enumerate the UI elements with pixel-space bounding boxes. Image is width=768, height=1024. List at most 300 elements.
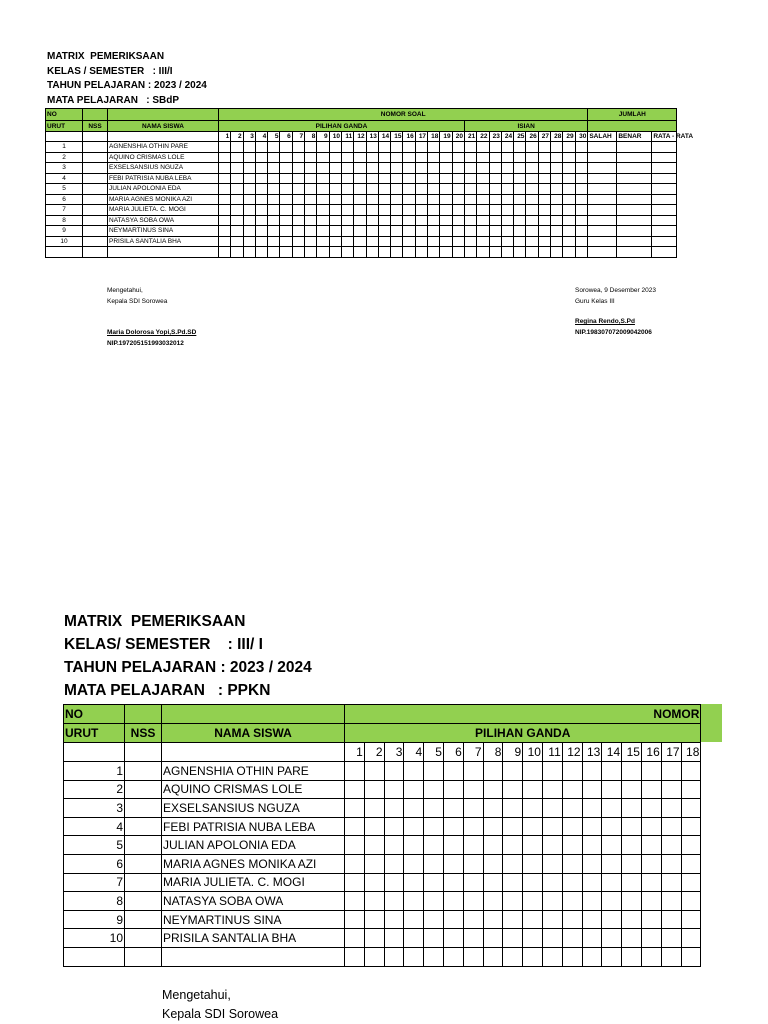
question-number: 6 (280, 132, 292, 142)
answer-cell (641, 854, 661, 873)
answer-cell (415, 173, 427, 184)
answer-cell (602, 854, 622, 873)
answer-cell (652, 142, 677, 153)
answer-cell (681, 873, 701, 892)
answer-cell (378, 215, 390, 226)
p2-header-no: NO (64, 705, 125, 724)
question-number: 18 (681, 743, 701, 762)
answer-cell (477, 247, 489, 258)
answer-cell (641, 892, 661, 911)
answer-cell (602, 799, 622, 818)
header-no: NO (46, 109, 83, 121)
header-urut: URUT (46, 121, 83, 132)
answer-cell (403, 226, 415, 237)
answer-cell (464, 205, 476, 216)
answer-cell (364, 929, 384, 948)
answer-cell (523, 799, 543, 818)
answer-cell (641, 929, 661, 948)
answer-cell (219, 142, 231, 153)
answer-cell (652, 194, 677, 205)
answer-cell (661, 817, 681, 836)
answer-cell (523, 817, 543, 836)
student-name: NATASYA SOBA OWA (162, 892, 345, 911)
answer-cell (562, 817, 582, 836)
answer-cell (652, 247, 677, 258)
answer-cell (681, 947, 701, 966)
question-number: 6 (443, 743, 463, 762)
answer-cell (415, 184, 427, 195)
question-number: 10 (523, 743, 543, 762)
answer-cell (403, 247, 415, 258)
answer-cell (551, 152, 563, 163)
answer-cell (341, 152, 353, 163)
answer-cell (526, 152, 538, 163)
answer-cell (575, 247, 588, 258)
answer-cell (562, 929, 582, 948)
header-pilihan-ganda: PILIHAN GANDA (219, 121, 465, 132)
answer-cell (622, 836, 642, 855)
answer-cell (403, 152, 415, 163)
answer-cell (477, 236, 489, 247)
student-no: 1 (64, 762, 125, 781)
answer-cell (452, 247, 464, 258)
answer-cell (317, 163, 329, 174)
answer-cell (354, 163, 366, 174)
answer-cell (329, 152, 341, 163)
answer-cell (231, 152, 243, 163)
answer-cell (345, 762, 365, 781)
answer-cell (443, 762, 463, 781)
header-benar: BENAR (617, 132, 652, 142)
student-no: 6 (64, 854, 125, 873)
question-number: 1 (219, 132, 231, 142)
answer-cell (575, 184, 588, 195)
answer-cell (551, 142, 563, 153)
right-place-date: Sorowea, 9 Desember 2023 (575, 287, 656, 294)
answer-cell (641, 873, 661, 892)
question-number: 17 (415, 132, 427, 142)
answer-cell (489, 226, 501, 237)
answer-cell (428, 184, 440, 195)
answer-cell (489, 152, 501, 163)
answer-cell (443, 817, 463, 836)
student-nss (125, 817, 162, 836)
page1-footer-left (107, 286, 196, 349)
answer-cell (489, 184, 501, 195)
student-nss (83, 173, 108, 184)
answer-cell (588, 215, 617, 226)
answer-cell (575, 163, 588, 174)
answer-cell (424, 854, 444, 873)
answer-cell (463, 836, 483, 855)
answer-cell (483, 892, 503, 911)
answer-cell (582, 929, 602, 948)
answer-cell (526, 247, 538, 258)
answer-cell (364, 910, 384, 929)
table-row (64, 892, 701, 911)
question-number: 15 (391, 132, 403, 142)
answer-cell (582, 854, 602, 873)
answer-cell (463, 817, 483, 836)
answer-cell (378, 236, 390, 247)
answer-cell (526, 142, 538, 153)
answer-cell (489, 142, 501, 153)
answer-cell (404, 780, 424, 799)
answer-cell (428, 205, 440, 216)
answer-cell (364, 780, 384, 799)
answer-cell (443, 873, 463, 892)
header-salah: SALAH (588, 132, 617, 142)
answer-cell (562, 910, 582, 929)
student-nss (125, 836, 162, 855)
answer-cell (378, 194, 390, 205)
question-number: 8 (483, 743, 503, 762)
answer-cell (617, 194, 652, 205)
answer-cell (542, 799, 562, 818)
answer-cell (483, 854, 503, 873)
answer-cell (329, 236, 341, 247)
table-row (64, 929, 701, 948)
table-row (46, 163, 677, 174)
answer-cell (617, 247, 652, 258)
student-no: 2 (46, 152, 83, 163)
answer-cell (523, 854, 543, 873)
student-nss (83, 142, 108, 153)
answer-cell (364, 762, 384, 781)
question-number: 1 (345, 743, 365, 762)
answer-cell (243, 194, 255, 205)
answer-cell (292, 142, 304, 153)
answer-cell (503, 780, 523, 799)
answer-cell (463, 947, 483, 966)
answer-cell (341, 236, 353, 247)
answer-cell (384, 799, 404, 818)
answer-cell (268, 173, 280, 184)
answer-cell (424, 799, 444, 818)
answer-cell (563, 205, 575, 216)
answer-cell (452, 184, 464, 195)
answer-cell (440, 236, 452, 247)
answer-cell (602, 836, 622, 855)
answer-cell (305, 247, 317, 258)
answer-cell (391, 152, 403, 163)
answer-cell (582, 762, 602, 781)
answer-cell (292, 194, 304, 205)
answer-cell (384, 762, 404, 781)
answer-cell (622, 947, 642, 966)
answer-cell (563, 152, 575, 163)
student-name: MARIA AGNES MONIKA AZI (108, 194, 219, 205)
answer-cell (329, 226, 341, 237)
answer-cell (464, 173, 476, 184)
answer-cell (378, 163, 390, 174)
answer-cell (255, 173, 267, 184)
answer-cell (231, 226, 243, 237)
answer-cell (503, 854, 523, 873)
answer-cell (503, 799, 523, 818)
answer-cell (305, 215, 317, 226)
page1-class-semester: KELAS / SEMESTER : III/I (47, 65, 173, 77)
student-nss (125, 762, 162, 781)
page2-school-year: TAHUN PELAJARAN : 2023 / 2024 (64, 659, 312, 676)
header-nss: NSS (83, 121, 108, 132)
answer-cell (542, 947, 562, 966)
answer-cell (219, 163, 231, 174)
student-name: PRISILA SANTALIA BHA (108, 236, 219, 247)
table-row (46, 184, 677, 195)
answer-cell (403, 194, 415, 205)
table-row (46, 247, 677, 258)
student-no: 2 (64, 780, 125, 799)
answer-cell (440, 215, 452, 226)
answer-cell (364, 854, 384, 873)
answer-cell (526, 184, 538, 195)
student-nss (125, 892, 162, 911)
answer-cell (526, 194, 538, 205)
answer-cell (268, 184, 280, 195)
answer-cell (575, 152, 588, 163)
answer-cell (403, 173, 415, 184)
answer-cell (661, 892, 681, 911)
answer-cell (551, 194, 563, 205)
answer-cell (501, 163, 513, 174)
answer-cell (681, 929, 701, 948)
answer-cell (243, 152, 255, 163)
answer-cell (292, 173, 304, 184)
answer-cell (378, 205, 390, 216)
answer-cell (404, 929, 424, 948)
answer-cell (661, 799, 681, 818)
answer-cell (503, 817, 523, 836)
answer-cell (602, 817, 622, 836)
answer-cell (443, 780, 463, 799)
answer-cell (514, 205, 526, 216)
question-number: 9 (503, 743, 523, 762)
answer-cell (317, 142, 329, 153)
answer-cell (243, 236, 255, 247)
answer-cell (464, 142, 476, 153)
answer-cell (563, 247, 575, 258)
answer-cell (464, 163, 476, 174)
answer-cell (305, 194, 317, 205)
student-name: NEYMARTINUS SINA (108, 226, 219, 237)
answer-cell (404, 910, 424, 929)
answer-cell (268, 194, 280, 205)
answer-cell (428, 173, 440, 184)
answer-cell (483, 929, 503, 948)
answer-cell (268, 205, 280, 216)
answer-cell (538, 226, 550, 237)
answer-cell (364, 892, 384, 911)
page2-zoomed-view (0, 590, 768, 1024)
answer-cell (477, 173, 489, 184)
answer-cell (489, 236, 501, 247)
answer-cell (354, 236, 366, 247)
question-number: 2 (364, 743, 384, 762)
answer-cell (562, 873, 582, 892)
answer-cell (403, 142, 415, 153)
answer-cell (464, 226, 476, 237)
answer-cell (384, 873, 404, 892)
table-row (46, 226, 677, 237)
answer-cell (329, 184, 341, 195)
question-number: 14 (378, 132, 390, 142)
answer-cell (341, 163, 353, 174)
answer-cell (243, 247, 255, 258)
answer-cell (452, 226, 464, 237)
answer-cell (477, 163, 489, 174)
left-role: Kepala SDI Sorowea (107, 297, 168, 305)
answer-cell (562, 780, 582, 799)
question-number: 9 (317, 132, 329, 142)
answer-cell (463, 892, 483, 911)
answer-cell (292, 215, 304, 226)
answer-cell (582, 910, 602, 929)
question-number: 5 (268, 132, 280, 142)
answer-cell (483, 947, 503, 966)
p2-left-role: Kepala SDI Sorowea (162, 1007, 279, 1021)
answer-cell (415, 226, 427, 237)
answer-cell (415, 163, 427, 174)
left-ack: Mengetahui, (107, 287, 143, 294)
answer-cell (391, 247, 403, 258)
answer-cell (641, 817, 661, 836)
answer-cell (404, 947, 424, 966)
answer-cell (464, 247, 476, 258)
answer-cell (542, 892, 562, 911)
student-no: 10 (46, 236, 83, 247)
answer-cell (415, 215, 427, 226)
answer-cell (366, 215, 378, 226)
answer-cell (292, 247, 304, 258)
p2-header-nomor: NOMOR (345, 705, 701, 724)
p2-left-ack: Mengetahui, (162, 988, 231, 1002)
answer-cell (602, 873, 622, 892)
answer-cell (378, 184, 390, 195)
answer-cell (622, 929, 642, 948)
answer-cell (440, 184, 452, 195)
answer-cell (231, 194, 243, 205)
answer-cell (345, 836, 365, 855)
answer-cell (452, 205, 464, 216)
answer-cell (582, 780, 602, 799)
answer-cell (526, 205, 538, 216)
answer-cell (345, 892, 365, 911)
answer-cell (440, 226, 452, 237)
question-number: 2 (231, 132, 243, 142)
answer-cell (440, 205, 452, 216)
answer-cell (489, 215, 501, 226)
answer-cell (622, 910, 642, 929)
page1-footer-right (575, 286, 656, 338)
answer-cell (575, 226, 588, 237)
answer-cell (424, 873, 444, 892)
answer-cell (523, 892, 543, 911)
answer-cell (562, 892, 582, 911)
answer-cell (366, 163, 378, 174)
student-nss (83, 163, 108, 174)
answer-cell (538, 236, 550, 247)
answer-cell (440, 173, 452, 184)
answer-cell (243, 184, 255, 195)
answer-cell (452, 163, 464, 174)
answer-cell (489, 163, 501, 174)
header-isian: ISIAN (464, 121, 587, 132)
question-number: 28 (551, 132, 563, 142)
answer-cell (404, 873, 424, 892)
student-name: AGNENSHIA OTHIN PARE (108, 142, 219, 153)
table-row (64, 873, 701, 892)
answer-cell (391, 142, 403, 153)
page1-title: MATRIX PEMERIKSAAN (47, 51, 165, 62)
question-number: 5 (424, 743, 444, 762)
answer-cell (582, 947, 602, 966)
answer-cell (514, 194, 526, 205)
answer-cell (542, 762, 562, 781)
student-no: 4 (46, 173, 83, 184)
answer-cell (243, 142, 255, 153)
answer-cell (681, 762, 701, 781)
answer-cell (526, 163, 538, 174)
answer-cell (477, 184, 489, 195)
answer-cell (280, 173, 292, 184)
answer-cell (305, 236, 317, 247)
answer-cell (428, 215, 440, 226)
answer-cell (681, 892, 701, 911)
answer-cell (523, 873, 543, 892)
answer-cell (641, 947, 661, 966)
answer-cell (681, 799, 701, 818)
answer-cell (617, 142, 652, 153)
question-number: 16 (403, 132, 415, 142)
question-number: 3 (243, 132, 255, 142)
answer-cell (652, 173, 677, 184)
page2-footer-left (162, 986, 278, 1024)
answer-cell (452, 236, 464, 247)
answer-cell (268, 163, 280, 174)
answer-cell (641, 910, 661, 929)
answer-cell (317, 215, 329, 226)
answer-cell (501, 247, 513, 258)
table-row (64, 836, 701, 855)
answer-cell (617, 226, 652, 237)
answer-cell (384, 780, 404, 799)
answer-cell (424, 817, 444, 836)
answer-cell (463, 873, 483, 892)
answer-cell (588, 184, 617, 195)
answer-cell (562, 947, 582, 966)
answer-cell (354, 205, 366, 216)
student-nss (125, 873, 162, 892)
answer-cell (443, 892, 463, 911)
answer-cell (617, 184, 652, 195)
student-no: 3 (64, 799, 125, 818)
answer-cell (384, 817, 404, 836)
answer-cell (378, 173, 390, 184)
answer-cell (364, 836, 384, 855)
answer-cell (503, 947, 523, 966)
question-number: 11 (341, 132, 353, 142)
answer-cell (243, 215, 255, 226)
answer-cell (341, 215, 353, 226)
answer-cell (622, 762, 642, 781)
answer-cell (404, 892, 424, 911)
table-row (64, 910, 701, 929)
answer-cell (317, 152, 329, 163)
answer-cell (391, 184, 403, 195)
answer-cell (292, 152, 304, 163)
answer-cell (231, 142, 243, 153)
